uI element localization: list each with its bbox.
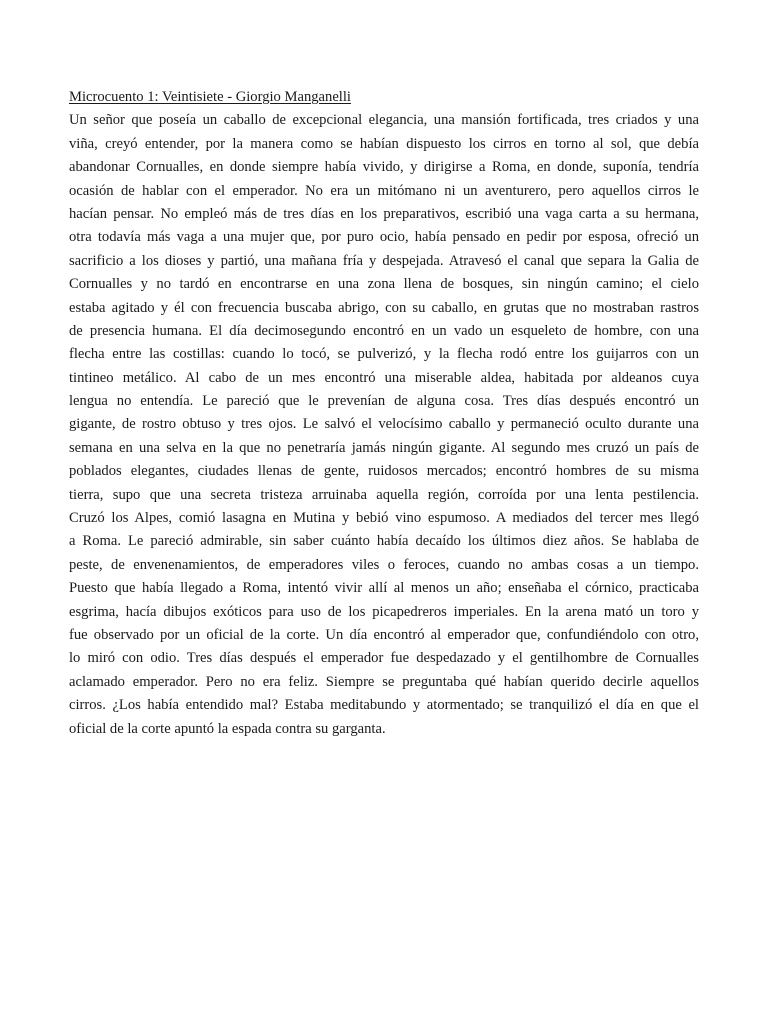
story-line: sacrificio a los dioses y partió, una mañana fría y despejada. Atravesó el canal que separa la Galia de (69, 252, 699, 269)
story-line: flecha entre las costillas: cuando lo tocó, se pulverizó, y la flecha rodó entre los guijarros con un (69, 346, 699, 363)
story-line: Cornualles y no tardó en encontrarse en una zona llena de bosques, sin ningún camino; el cielo (69, 276, 699, 293)
story-line: otra todavía más vaga a una mujer que, por puro ocio, había pensado en pedir por esposa, ofreció un (69, 229, 699, 246)
story-line: tierra, supo que una secreta tristeza arruinaba aquella región, corroída por una lenta pestilencia. (69, 486, 699, 503)
story-line: hacían pensar. No empleó más de tres días en los preparativos, escribió una vaga carta a su hermana, (69, 205, 699, 222)
story-line: Un señor que poseía un caballo de excepcional elegancia, una mansión fortificada, tres criados y una (69, 112, 699, 129)
story-line: viña, creyó entender, por la manera como se habían dispuesto los cirros en torno al sol, que debía (69, 135, 699, 152)
story-paragraph (69, 109, 699, 741)
story-line: esgrima, hacía dibujos exóticos para uso de los picapedreros imperiales. En la arena mató un toro y (69, 603, 699, 620)
story-line: cirros. ¿Los había entendido mal? Estaba meditabundo y atormentado; se tranquilizó el día en que el (69, 697, 699, 714)
document-body (69, 86, 699, 741)
story-line: ocasión de hablar con el emperador. No era un mitómano ni un aventurero, pero aquellos cirros le (69, 182, 699, 199)
story-line: Cruzó los Alpes, comió lasagna en Mutina y bebió vino espumoso. A mediados del tercer mes llegó (69, 510, 699, 527)
story-line: Puesto que había llegado a Roma, intentó vivir allí al menos un año; enseñaba el córnico, practicaba (69, 580, 699, 597)
story-line: poblados elegantes, ciudades llenas de gente, ruidosos mercados; encontró hombres de su misma (69, 463, 699, 480)
story-line: gigante, de rostro obtuso y tres ojos. Le salvó el velocísimo caballo y permaneció oculto durante una (69, 416, 699, 433)
story-line: lo miró con odio. Tres días después el emperador fue despedazado y el gentilhombre de Cornualles (69, 650, 699, 667)
story-line: aclamado emperador. Pero no era feliz. Siempre se preguntaba qué habían querido decirle aquellos (69, 673, 699, 690)
story-line: lengua no entendía. Le pareció que le prevenían de alguna cosa. Tres días después encontró un (69, 393, 699, 410)
story-line: estaba agitado y él con frecuencia buscaba abrigo, con su caballo, en grutas que no mostraban rastros (69, 299, 699, 316)
story-line: peste, de envenenamientos, de emperadores viles o feroces, cuando no ambas cosas a un tiempo. (69, 556, 699, 573)
story-line: a Roma. Le pareció admirable, sin saber cuánto había decaído los últimos diez años. Se hablaba de (69, 533, 699, 550)
story-line: oficial de la corte apuntó la espada contra su garganta. (69, 720, 386, 737)
story-line: de presencia humana. El día decimosegundo encontró en un vado un esqueleto de hombre, con una (69, 322, 699, 339)
story-line: semana en una selva en la que no penetraría jamás ningún gigante. Al segundo mes cruzó un país de (69, 439, 699, 456)
document-title: Microcuento 1: Veintisiete - Giorgio Manganelli (69, 89, 351, 105)
story-line: tintineo metálico. Al cabo de un mes encontró una miserable aldea, habitada por aldeanos cuya (69, 369, 699, 386)
story-line: abandonar Cornualles, en donde siempre había vivido, y dirigirse a Roma, en donde, suponía, tendría (69, 159, 699, 176)
story-line: fue observado por un oficial de la corte. Un día encontró al emperador que, confundiéndolo con otro, (69, 627, 699, 643)
